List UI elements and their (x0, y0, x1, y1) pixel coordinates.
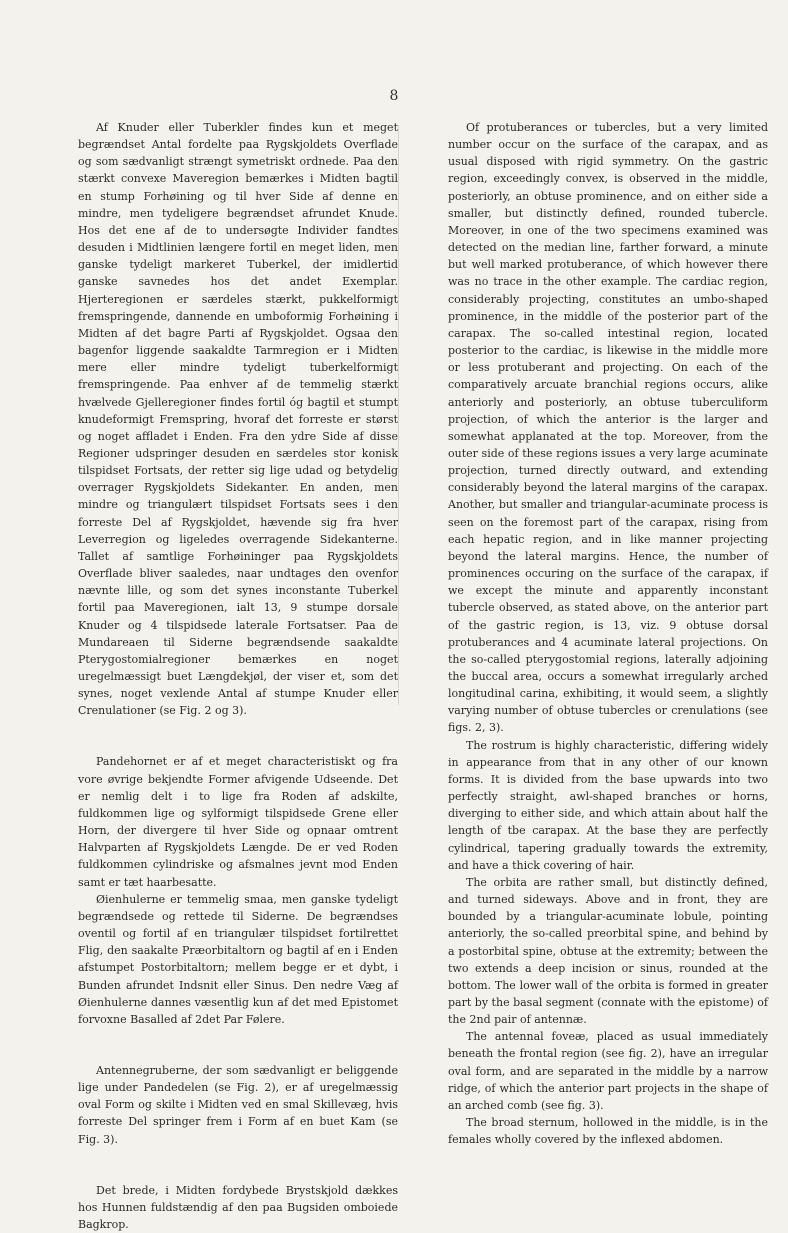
column-divider (398, 125, 399, 705)
danish-paragraph-tubercles: Af Knuder eller Tuberkler findes kun et meget begrændset Antal fordelte paa Rygskjoldets Overflade og som sædvanligt strængt symetriskt ordnede. Paa den stærkt convexe Maveregion bemærkes i Midten bagtil en stump Forhøining og til hver Side af denne en mindre, men tydeligere begrændset afrundet Knude. Hos det ene af de to undersøgte Individer fandtes desuden i Midtlinien længere fortil en meget liden, men ganske tydeligt markeret Tuberkel, der imidlertid ganske savnedes hos det andet Exemplar. Hjerteregionen er særdeles stærkt, pukkelformigt fremspringende, dannende en umboformig Forhøining i Midten af det bagre Parti af Rygskjoldet. Ogsaa den bagenfor liggende saakaldte Tarmregion er i Midten mere eller mindre tydeligt tuberkelformigt fremspringende. Paa enhver af de temmelig stærkt hvælvede Gjelleregioner findes fortil óg bagtil et stumpt knudeformigt Fremspring, hvoraf det forreste er størst og noget affladet i Enden. Fra den ydre Side af disse Regioner udspringer desuden en særdeles stor konisk tilspidset Fortsats, der retter sig lige udad og betydelig overrager Rygskjoldets Sidekanter. En anden, men mindre og triangulært tilspidset Fortsats sees i den forreste Del af Rygskjoldet, hævende sig fra hver Leverregion og ligeledes overragende Sidekanterne. Tallet af samtlige Forhøininger paa Rygskjoldets Overflade bliver saaledes, naar undtages den ovenfor nævnte lille, og som det synes inconstante Tuberkel fortil paa Maveregionen, ialt 13, 9 stumpe dorsale Knuder og 4 tilspidsede laterale Fortsatser. Paa de Mundareaen til Siderne begrændsende saakaldte Pterygostomialregioner bemærkes en noget uregelmæssigt buet Længdekjøl, der viser et, som det synes, noget vexlende Antal af stumpe Knuder eller Crenulationer (se Fig. 2 og 3). (78, 121, 398, 718)
english-paragraph-antennal-foveae: The antennal foveæ, placed as usual immediately beneath the frontal region (see fig. 2), have an irregular oval form, and are separated in the middle by a narrow ridge, of which the anterior part projects in the shape of an arched comb (see fig. 3). (448, 1030, 768, 1112)
english-paragraph-tubercles: Of protuberances or tubercles, but a very limited number occur on the surface of the carapax, and as usual disposed with rigid symmetry. On the gastric region, exceedingly convex, is observed in the middle, posteriorly, an obtuse prominence, and on either side a smaller, but distinctly defined, rounded tubercle. Moreover, in one of the two specimens examined was detected on the median line, farther forward, a minute but well marked protuberance, of which however there was no trace in the other example. The cardiac region, considerably projecting, constitutes an umbo-shaped prominence, in the middle of the posterior part of the carapax. The so-called intestinal region, located posterior to the cardiac, is likewise in the middle more or less protuberant and projecting. On each of the comparatively arcuate branchial regions occurs, alike anteriorly and posteriorly, an obtuse tuberculiform projection, of which the anterior is the larger and somewhat applanated at the top. Moreover, from the outer side of these regions issues a very large acuminate projection, turned directly outward, and extending considerably beyond the lateral margins of the carapax. Another, but smaller and triangular-acuminate process is seen on the foremost part of the carapax, rising from each hepatic region, and in like manner projecting beyond the lateral margins. Hence, the number of prominences occuring on the surface of the carapax, if we except the minute and apparently inconstant tubercle observed, as stated above, on the anterior part of the gastric region, is 13, viz. 9 obtuse dorsal protuberances and 4 acuminate lateral projections. On the so-called pterygostomial regions, laterally adjoining the buccal area, occurs a somewhat irregularly arched longitudinal carina, exhibiting, it would seem, a slightly varying number of obtuse tubercles or crenulations (see figs. 2, 3). (448, 121, 768, 735)
danish-column (78, 119, 398, 1233)
danish-paragraph-sternum: Det brede, i Midten fordybede Brystskjold dækkes hos Hunnen fuldstændig af den paa Bugsiden omboiede Bagkrop. (78, 1183, 398, 1232)
english-column (448, 119, 768, 1148)
english-paragraph-rostrum: The rostrum is highly characteristic, differing widely in appearance from that in any other of our known forms. It is divided from the base upwards into two perfectly straight, awl-shaped branches or horns, diverging to either side, and which attain about half the length of tbe carapax. At the base they are perfectly cylindrical, tapering gradually towards the extremity, and have a thick covering of hair. (448, 738, 768, 872)
danish-paragraph-rostrum: Pandehornet er af et meget characteristiskt og fra vore øvrige bekjendte Former afvigende Udseende. Det er nemlig delt i to lige fra Roden af adskilte, fuldkommen lige og sylformigt tilspidsede Grene eller Horn, der divergere til hver Side og opnaar omtrent Halvparten af Rygskjoldets Længde. De er ved Roden fuldkommen cylindriske og afsmalnes jevnt mod Enden samt er tæt haarbesatte. (78, 755, 398, 889)
english-paragraph-sternum: The broad sternum, hollowed in the middle, is in the females wholly covered by the inflexed abdomen. (448, 1116, 768, 1147)
english-paragraph-orbita: The orbita are rather small, but distinctly defined, and turned sideways. Above and in front, they are bounded by a triangular-acuminate lobule, pointing anteriorly, the so-called preorbital spine, and behind by a postorbital spine, obtuse at the extremity; between the two extends a deep incision or sinus, rounded at the bottom. The lower wall of the orbita is formed in greater part by the basal segment (connate with the epistome) of the 2nd pair of antennæ. (448, 875, 768, 1027)
danish-paragraph-orbita: Øienhulerne er temmelig smaa, men ganske tydeligt begrændsede og rettede til Siderne. De begrændses oventil og fortil af en triangulær tilspidset fortilrettet Flig, den saakalte Præorbitaltorn og bagtil af en i Enden afstumpet Postorbitaltorn; mellem begge er et dybt, i Bunden afrundet Indsnit eller Sinus. Den nedre Væg af Øienhulerne dannes væsentlig kun af det med Epistomet forvoxne Basalled af 2det Par Følere. (78, 892, 398, 1026)
danish-paragraph-antennal-foveae: Antennegruberne, der som sædvanligt er beliggende lige under Pandedelen (se Fig. 2), er af uregelmæssig oval Form og skilte i Midten ved en smal Skillevæg, hvis forreste Del springer frem i Form af en buet Kam (se Fig. 3). (78, 1063, 398, 1146)
page-number: 8 (389, 88, 399, 104)
